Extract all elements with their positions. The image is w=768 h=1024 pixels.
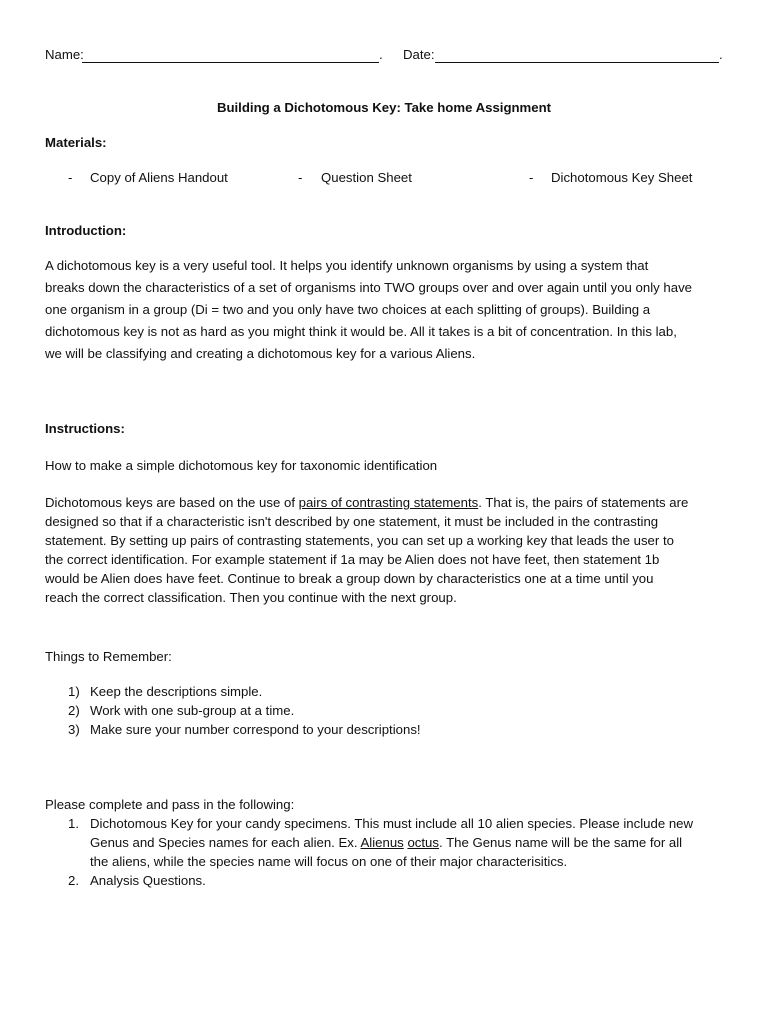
intro-line-5: we will be classifying and creating a dichotomous key for a various Aliens.: [45, 346, 476, 361]
contrasting-statements-term: pairs of contrasting statements: [298, 495, 479, 510]
example-genus: Alienus: [360, 835, 404, 850]
complete-item-1-text-2-pre: Genus and Species names for each alien. Ex.: [90, 835, 361, 850]
complete-item-2-text: Analysis Questions.: [90, 873, 206, 888]
instructions-subheading: How to make a simple dichotomous key for taxonomic identification: [45, 458, 438, 473]
complete-item-1-line-3: the aliens, while the species name will focus on one of their major characterisitics.: [90, 854, 568, 869]
materials-item-1: Copy of Aliens Handout: [90, 170, 228, 185]
name-label: Name:: [45, 47, 84, 62]
intro-line-1: A dichotomous key is a very useful tool. It helps you identify unknown organisms by using a system that: [45, 258, 649, 273]
name-field[interactable]: [82, 62, 379, 63]
complete-item-1-text-1: Dichotomous Key for your candy specimens. This must include all 10 alien species. Please include new: [90, 816, 694, 831]
remember-item-3: [68, 722, 421, 737]
instructions-line-3: statement. By setting up pairs of contrasting statements, you can set up a working key that leads the user to: [45, 533, 674, 548]
remember-heading: Things to Remember:: [45, 649, 172, 664]
instructions-line-6: reach the correct classification. Then you continue with the next group.: [45, 590, 457, 605]
intro-line-2: breaks down the characteristics of a set of organisms into TWO groups over and over again until you only have: [45, 280, 693, 295]
intro-line-4: dichotomous key is not as hard as you might think it would be. All it takes is a bit of concentration. In this lab,: [45, 324, 677, 339]
instructions-line-2: designed so that if a characteristic isn't described by one statement, it must be included in the contrasting: [45, 514, 659, 529]
remember-text-2: Work with one sub-group at a time.: [90, 703, 295, 718]
instructions-line-1: [45, 495, 688, 510]
materials-dash-1: -: [68, 170, 73, 185]
instructions-line-1-post: . That is, the pairs of statements are: [478, 495, 689, 510]
complete-item-1-text-2-post: . The Genus name will be the same for all: [438, 835, 683, 850]
complete-num-2: 2.: [68, 873, 79, 888]
instructions-line-4: the correct identification. For example statement if 1a may be Alien does not have feet, then statement 1b: [45, 552, 660, 567]
complete-item-2: [68, 873, 206, 888]
remember-item-2: [68, 703, 294, 718]
instructions-line-5: would be Alien does have feet. Continue to break a group down by characteristics one at a time until you: [45, 571, 654, 586]
complete-item-1-line-2: [90, 835, 682, 850]
date-end: .: [719, 47, 723, 62]
materials-item-2: Question Sheet: [321, 170, 412, 185]
instructions-line-1-pre: Dichotomous keys are based on the use of: [45, 495, 299, 510]
page-title: Building a Dichotomous Key: Take home Assignment: [216, 100, 552, 115]
materials-dash-2: -: [298, 170, 303, 185]
remember-num-2: 2): [68, 703, 80, 718]
date-field[interactable]: [435, 62, 719, 63]
name-end: .: [379, 47, 383, 62]
example-species: octus: [407, 835, 439, 850]
complete-heading: Please complete and pass in the following:: [45, 797, 295, 812]
remember-num-1: 1): [68, 684, 80, 699]
remember-num-3: 3): [68, 722, 80, 737]
instructions-heading: Instructions:: [45, 421, 125, 436]
date-label: Date:: [403, 47, 435, 62]
complete-num-1: 1.: [68, 816, 79, 831]
intro-line-3: one organism in a group (Di = two and you only have two choices at each splitting of groups). Building a: [45, 302, 651, 317]
complete-item-1-line-1: [68, 816, 693, 831]
remember-text-1: Keep the descriptions simple.: [90, 684, 263, 699]
materials-item-3: Dichotomous Key Sheet: [551, 170, 693, 185]
introduction-heading: Introduction:: [45, 223, 127, 238]
materials-dash-3: -: [529, 170, 534, 185]
materials-heading: Materials:: [45, 135, 107, 150]
remember-text-3: Make sure your number correspond to your descriptions!: [90, 722, 421, 737]
remember-item-1: [68, 684, 262, 699]
